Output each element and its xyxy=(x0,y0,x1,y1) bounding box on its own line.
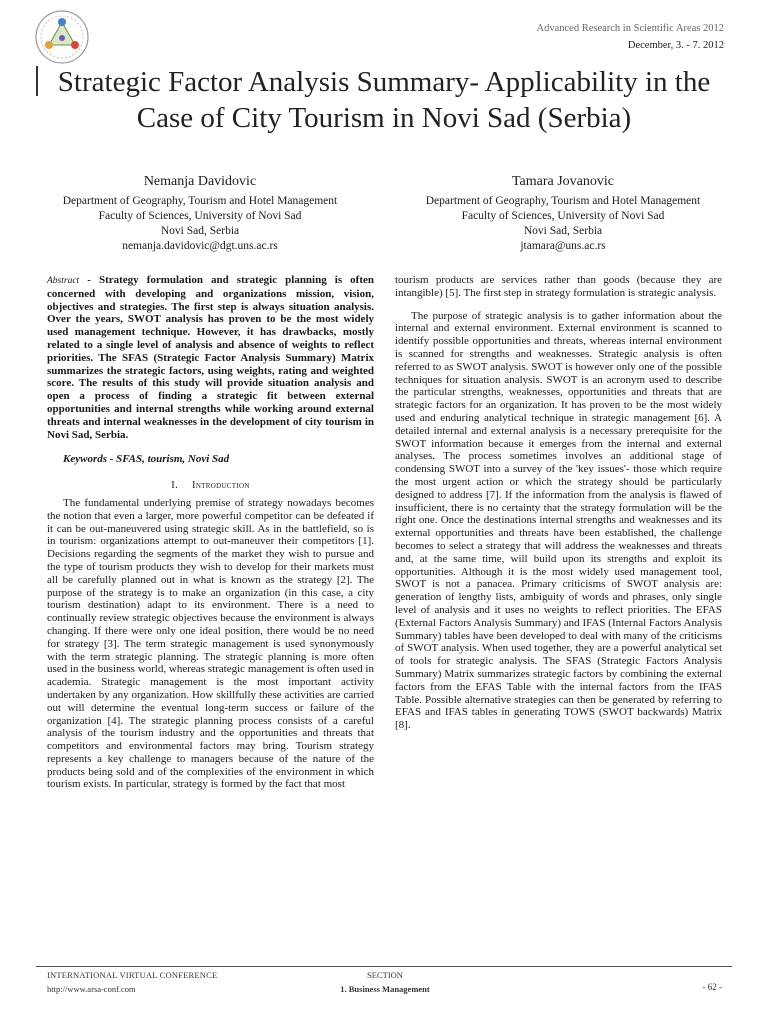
author-email: nemanja.davidovic@dgt.uns.ac.rs xyxy=(122,240,278,252)
author-name: Tamara Jovanovic xyxy=(511,174,615,189)
page-number: - 62 - xyxy=(702,982,722,992)
header-conference: Advanced Research in Scientific Areas 2012 xyxy=(536,23,724,34)
author-department: Department of Geography, Tourism and Hotel Management xyxy=(62,195,338,207)
footer-section-label: SECTION xyxy=(367,970,403,980)
right-column xyxy=(395,274,722,732)
section-number: I. xyxy=(171,480,179,492)
left-column xyxy=(47,274,374,791)
author-location: Novi Sad, Serbia xyxy=(160,225,240,237)
author-faculty: Faculty of Sciences, University of Novi Sad xyxy=(461,210,665,222)
keywords: Keywords - SFAS, tourism, Novi Sad xyxy=(63,453,230,466)
conference-logo xyxy=(33,8,91,66)
abstract-label: Abstract xyxy=(47,276,80,286)
footer-conference: INTERNATIONAL VIRTUAL CONFERENCE xyxy=(47,970,218,980)
footer-url[interactable]: http://www.arsa-conf.com xyxy=(47,984,136,994)
author-block-2 xyxy=(383,173,743,254)
author-faculty: Faculty of Sciences, University of Novi Sad xyxy=(98,210,302,222)
header-date: December, 3. - 7. 2012 xyxy=(627,40,724,51)
abstract-text: - Strategy formulation and strategic planning is often concerned with developing and organizations mission, vision, objectives and strategies. The first step is always situation analysis. Over the years, SWOT analysis has proven to be the most widely used management technique. However, it has drawbacks, mostly related to a single level of analysis and absence of weights to reflect priorities. The SFAS (Strategic Factor Analysis Summary) Matrix summarizes the strategic factors, using weights, rating and weighted score. The results of this study will provide situation analysis and open a process of finding a strategic fit between external opportunities and internal strengths while working around external threats and internal weaknesses in the development of city tourism in Novi Sad, Serbia. xyxy=(47,274,374,441)
footer-rule xyxy=(36,966,732,967)
section-heading xyxy=(47,480,374,493)
author-department: Department of Geography, Tourism and Hotel Management xyxy=(425,195,701,207)
running-header xyxy=(537,20,724,54)
footer-center xyxy=(310,968,460,996)
author-name: Nemanja Davidovic xyxy=(143,174,257,189)
author-block-1 xyxy=(20,173,380,254)
paper-title: Strategic Factor Analysis Summary- Applicability in the Case of City Tourism in Novi Sad (Serbia) xyxy=(57,66,711,134)
intro-paragraph: The fundamental underlying premise of strategy nowadays becomes the notion that even a larger, more powerful competitor can be defeated if it can be out-maneuvered using strategic skill. As in the battlefield, so is in tourism: organizations attempt to out-maneuver their competitors [1]. Decisions regarding the segments of the market they wish to pursue and the type of tourism products they wish to develop for their markets must all be carefully planned out in what is known as the strategy [2]. The purpose of the strategy is to make an organization (in this case, a city tourism destination) adapt to its environment. There is a need to continually review strategic objectives because the environment is always changing. If there were only one ideal position, there would be no need for strategy [3]. The term strategic management is used synonymously with the term strategic planning. The strategic planning is more often used in the business world, whereas strategic management is often used in academia. Strategic management is the most important activity undertaken by any organization. How skillfully these activities are carried out will determine the eventual long-term success or failure of the organization [4]. The strategic planning process consists of a careful analysis of the tourism industry and the opportunities and threats that competitors and environmental factors may bring. Tourism strategy represents a key challenge to managers because of the nature of the products being sold and of the complexities of the environment in which tourism exists. In particular, strategy is formed by the fact that most xyxy=(47,496,374,791)
footer-section-name: 1. Business Management xyxy=(340,984,430,994)
author-email: jtamara@uns.ac.rs xyxy=(520,240,606,252)
abstract xyxy=(47,274,374,441)
title-side-mark xyxy=(36,66,38,96)
footer-left xyxy=(47,968,217,996)
body-paragraph: tourism products are services rather than goods (because they are intangible) [5]. The first step in strategy formulation is strategic analysis. xyxy=(395,274,722,299)
body-paragraph: The purpose of strategic analysis is to gather information about the internal and external environment. External environment is scanned to identify possible opportunities and threats, whereas internal environment is scanned for strengths and weaknesses. Strategic analysis is often referred to as SWOT analysis. SWOT is however only one of the possible techniques for situation analysis. SWOT is an acronym used to describe the particular strengths, weaknesses, opportunities and threats that are strategic factors for an organization. It has proven to be the most widely used and enduring analytical technique in strategic management [6]. A detailed internal and external analysis is a necessary prerequisite for the SWOT information because it emerges from the internal and external analyses. The process sometimes involves an additional stage of condensing SWOT into a survey of the 'key issues'- those which require the most urgent action or which the strategy should be particularly designed to address [7]. If the information from the analysis is flawed of insufficient, there is no certainty that the strategy formulation will be the right one. Once the destinations internal strengths and weaknesses and its external opportunities and threats have been established, the challenge becomes to select a strategy that will address the weaknesses and threats and, at the same time, will build upon its strengths and exploit its opportunities. Although it is the most widely used management tool, SWOT is not a panacea. Primary criticisms of SWOT analysis are: generation of lengthy lists, ambiguity of words and phrases, only single level of analysis and it uses no weights to reflect priorities. The EFAS (External Factors Analysis Summary) and IFAS (Internal Factors Analysis Summary) tables have been developed to deal with many of the criticisms of SWOT analysis. When used together, they are a powerful analytical set of tools for strategic analysis. The SFAS (Strategic Factors Analysis Summary) Matrix summarizes strategic factors by combining the external factors from the EFAS Table with the internal factors from the IFAS Table. Possible alternative strategies can then be generated by referring to EFAS and IFAS tables in generating TOWS (SWOT backwards) Matrix [8]. xyxy=(395,309,722,732)
section-title: Introduction xyxy=(192,480,250,492)
author-location: Novi Sad, Serbia xyxy=(523,225,603,237)
